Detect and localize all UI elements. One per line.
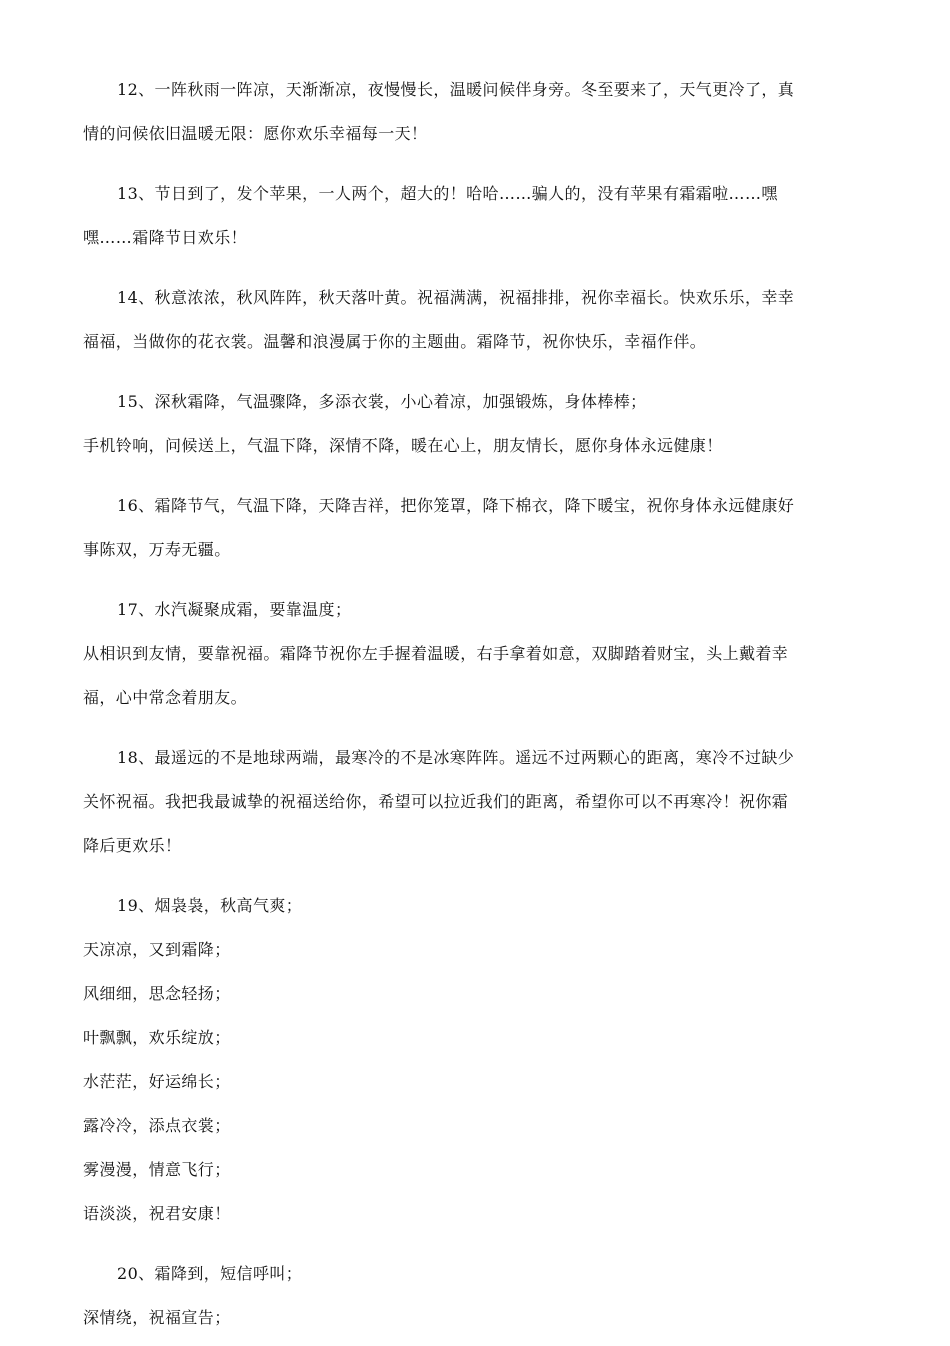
paragraph-17 — [83, 598, 863, 709]
text-line: 语淡淡，祝君安康！ — [83, 1204, 231, 1223]
text-line: 17、水汽凝聚成霜，要靠温度； — [117, 600, 352, 619]
text-line: 14、秋意浓浓，秋风阵阵，秋天落叶黄。祝福满满，祝福排排，祝你幸福长。快欢乐乐，幸幸 — [117, 288, 795, 307]
text-line: 雾漫漫，情意飞行； — [83, 1160, 231, 1179]
paragraph-20 — [83, 1262, 863, 1329]
text-line: 13、节日到了，发个苹果，一人两个，超大的！哈哈……骗人的，没有苹果有霜霜啦……嘿 — [117, 184, 778, 203]
document-page — [83, 78, 863, 1346]
paragraph-18 — [83, 746, 863, 857]
text-line: 情的问候依旧温暖无限：愿你欢乐幸福每一天！ — [83, 124, 428, 143]
paragraph-13 — [83, 182, 863, 249]
text-line: 风细细，思念轻扬； — [83, 984, 231, 1003]
text-line: 16、霜降节气，气温下降，天降吉祥，把你笼罩，降下棉衣，降下暖宝，祝你身体永远健康好 — [117, 496, 795, 515]
text-line: 18、最遥远的不是地球两端，最寒冷的不是冰寒阵阵。遥远不过两颗心的距离，寒冷不过缺少 — [117, 748, 795, 767]
text-line: 深情绕，祝福宣告； — [83, 1308, 231, 1327]
text-line: 叶飘飘，欢乐绽放； — [83, 1028, 231, 1047]
text-line: 露冷冷，添点衣裳； — [83, 1116, 231, 1135]
text-line: 15、深秋霜降，气温骤降，多添衣裳，小心着凉，加强锻炼，身体棒棒； — [117, 392, 647, 411]
text-line: 天凉凉，又到霜降； — [83, 940, 231, 959]
text-line: 从相识到友情，要靠祝福。霜降节祝你左手握着温暖，右手拿着如意，双脚踏着财宝，头上戴着幸 — [83, 644, 789, 663]
paragraph-12 — [83, 78, 863, 145]
text-line: 事陈双，万寿无疆。 — [83, 540, 231, 559]
paragraph-14 — [83, 286, 863, 353]
text-line: 手机铃响，问候送上，气温下降，深情不降，暖在心上，朋友情长，愿你身体永远健康！ — [83, 436, 723, 455]
paragraph-15 — [83, 390, 863, 457]
text-line: 12、一阵秋雨一阵凉，天渐渐凉，夜慢慢长，温暖问候伴身旁。冬至要来了，天气更冷了，真 — [117, 80, 795, 99]
text-line: 福，心中常念着朋友。 — [83, 688, 248, 707]
text-line: 嘿……霜降节日欢乐！ — [83, 228, 248, 247]
text-line: 水茫茫，好运绵长； — [83, 1072, 231, 1091]
paragraph-19 — [83, 894, 863, 1225]
text-line: 降后更欢乐！ — [83, 836, 182, 855]
text-line: 19、烟袅袅，秋高气爽； — [117, 896, 303, 915]
text-line: 20、霜降到，短信呼叫； — [117, 1264, 303, 1283]
paragraph-16 — [83, 494, 863, 561]
text-line: 关怀祝福。我把我最诚挚的祝福送给你，希望可以拉近我们的距离，希望你可以不再寒冷！祝你霜 — [83, 792, 789, 811]
text-line: 福福，当做你的花衣裳。温馨和浪漫属于你的主题曲。霜降节，祝你快乐，幸福作伴。 — [83, 332, 707, 351]
